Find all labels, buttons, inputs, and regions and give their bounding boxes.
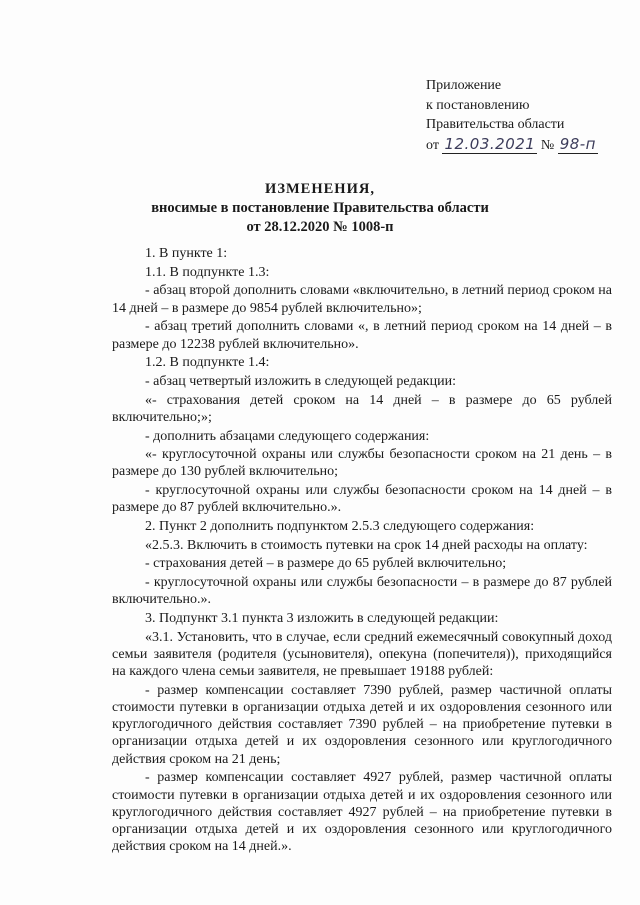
paragraph-2: 2. Пункт 2 дополнить подпунктом 2.5.3 следующего содержания: [145,519,535,535]
appendix-line-3: Правительства области [426,117,565,132]
date-prefix: от [426,137,439,153]
paragraph-1-2-a-text: «- страхования детей сроком на 14 дней – в размере до 65 рублей включительно;»; [112,392,612,425]
title-subtitle-2: от 28.12.2020 № 1008-п [246,219,394,235]
document-body [112,245,612,857]
paragraph-1-2-b-2: - круглосуточной охраны или службы безопасности сроком на 14 дней – в размере до 87 рублей включительно.». [112,483,612,516]
appendix-line-1: Приложение [426,78,502,93]
document-title [110,180,530,237]
appendix-block [426,76,598,155]
paragraph-1-2-b: - дополнить абзацами следующего содержания: [145,428,430,444]
handwritten-number: 98-п [559,134,596,153]
paragraph-1-1-a: - абзац второй дополнить словами «включительно, в летний период сроком на 14 дней – в размере до 9854 рублей включительно»; [112,283,612,316]
appendix-line-2: к постановлению [426,97,530,113]
paragraph-1-1-b: - абзац третий дополнить словами «, в летний период сроком на 14 дней – в размере до 12238 рублей включительно». [112,319,612,352]
paragraph-3-1-a: - размер компенсации составляет 7390 рублей, размер частичной оплаты стоимости путевки в организации отдыха детей и их оздоровления сезонного или круглогодичного действия составляет 7390 рублей – на приобретение путевки в организации отдыха детей и их оздоровления сезонного или круглогодичного действия сроком на 21 день; [112,682,612,767]
paragraph-1: 1. В пункте 1: [145,246,228,261]
paragraph-1-2-b-1: «- круглосуточной охраны или службы безопасности сроком на 21 день – в размере до 130 рублей включительно; [112,447,612,480]
number-prefix: № [540,137,555,153]
paragraph-2-5-3: «2.5.3. Включить в стоимость путевки на срок 14 дней расходы на оплату: [145,537,588,553]
handwritten-date: 12.03.2021 [444,134,536,153]
paragraph-1-1: 1.1. В подпункте 1.3: [145,264,270,280]
paragraph-3-1: «3.1. Установить, что в случае, если средний ежемесячный совокупный доход семьи заявителя (родителя (усыновителя), опекуна (попечителя)), приходящийся на каждого члена семьи заявителя, не превышает 19188 рублей: [112,629,612,680]
paragraph-3: 3. Подпункт 3.1 пункта 3 изложить в следующей редакции: [145,611,499,627]
paragraph-1-2-a: - абзац четвертый изложить в следующей редакции: [145,373,456,389]
paragraph-3-1-b: - размер компенсации составляет 4927 рублей, размер частичной оплаты стоимости путевки в организации отдыха детей и их оздоровления сезонного или круглогодичного действия составляет 4927 рублей – на приобретение путевки в организации отдыха детей и их оздоровления сезонного или круглогодичного действия сроком на 14 дней.». [112,770,612,855]
title-main: ИЗМЕНЕНИЯ, [265,181,375,197]
paragraph-1-2: 1.2. В подпункте 1.4: [145,355,270,371]
appendix-line-4 [426,135,598,156]
title-subtitle-1: вносимые в постановление Правительства области [151,200,489,216]
paragraph-2-5-3-a: - страхования детей – в размере до 65 рублей включительно; [145,556,507,572]
paragraph-2-5-3-b: - круглосуточной охраны или службы безопасности – в размере до 87 рублей включительно.». [112,575,612,608]
